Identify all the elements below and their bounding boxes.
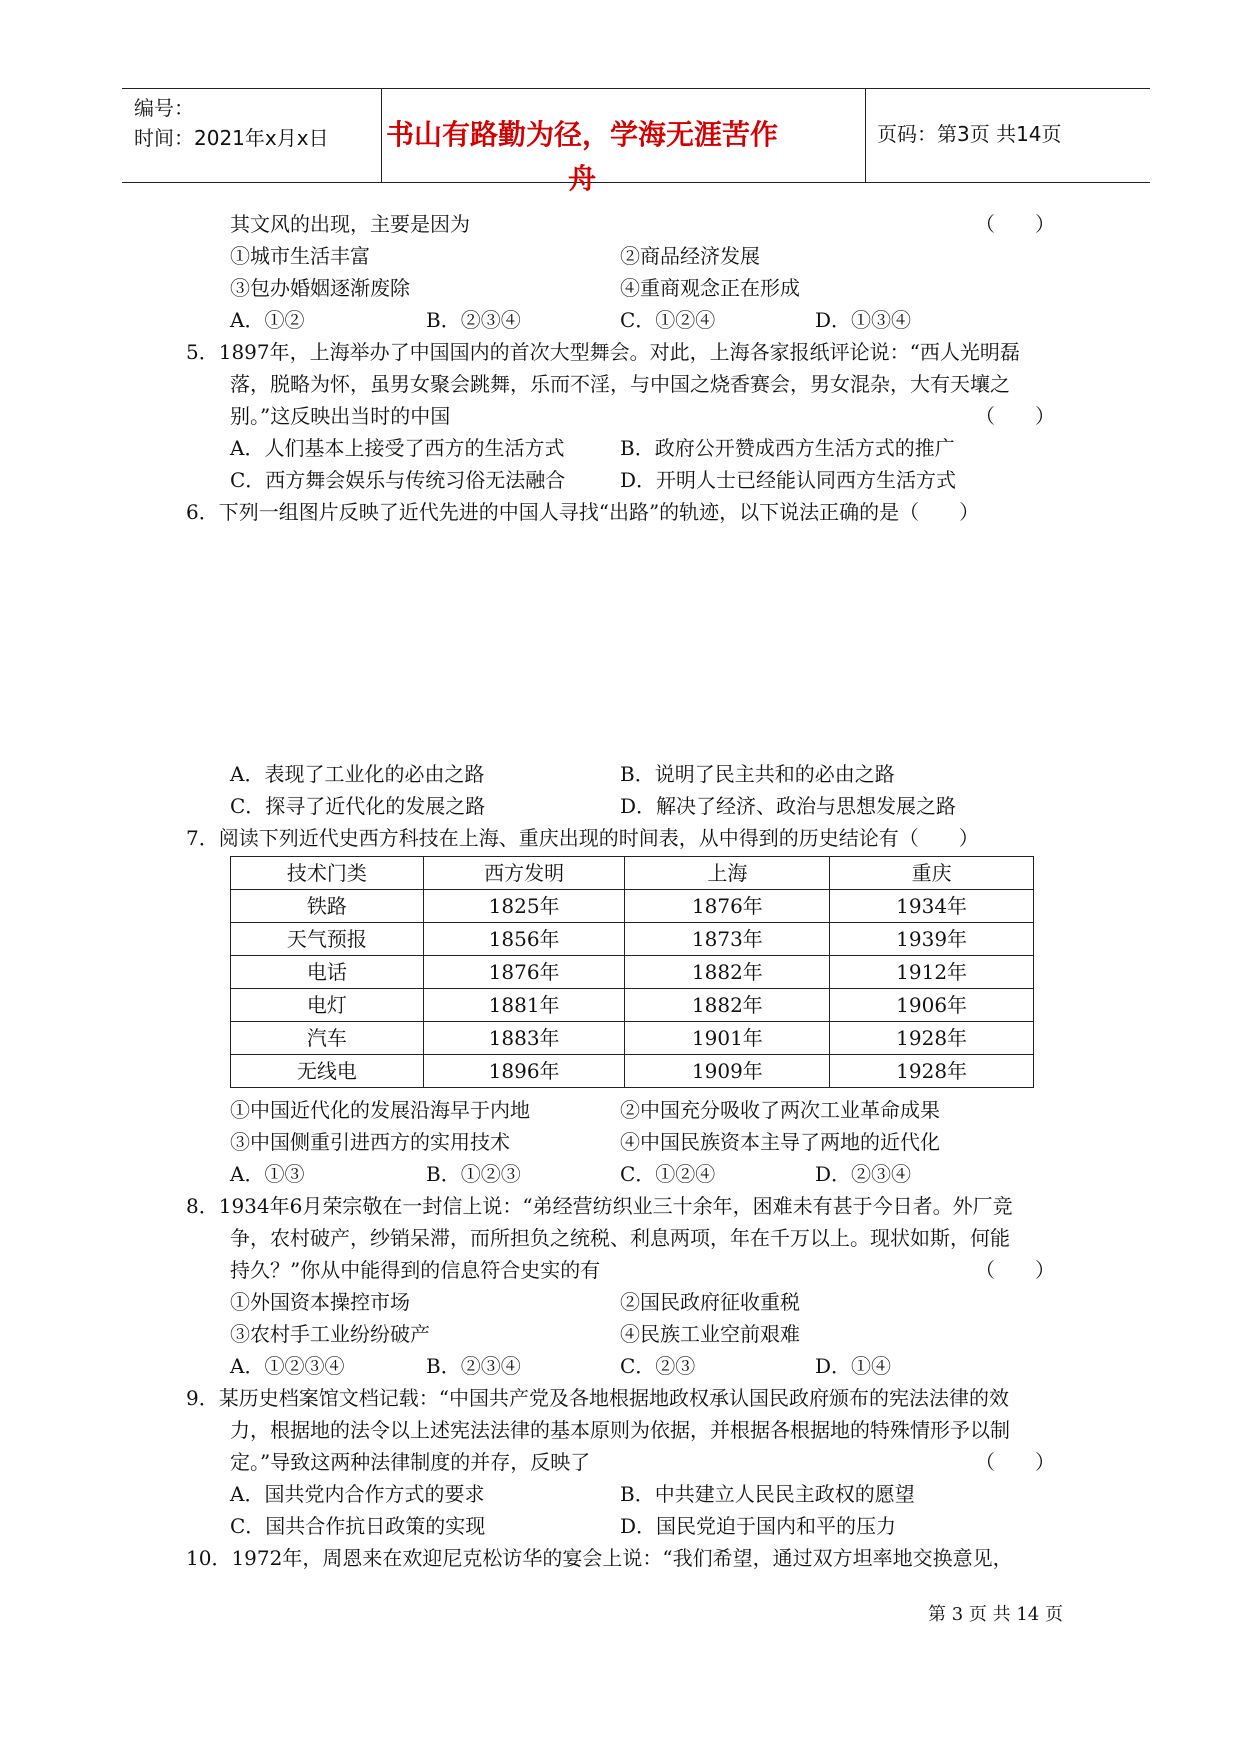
table-cell: 1901年 [625, 1022, 830, 1055]
header-meta [134, 93, 329, 153]
table-cell: 1882年 [625, 956, 830, 989]
q7-item: ②中国充分吸收了两次工业革命成果 [620, 1098, 940, 1122]
page-footer: 第 3 页 共 14 页 [928, 1604, 1063, 1625]
q7-stem: 7．阅读下列近代史西方科技在上海、重庆出现的时间表，从中得到的历史结论有（ ） [186, 826, 979, 850]
q8-stem-line: 8．1934年6月荣宗敬在一封信上说：“弟经营纺织业三十余年，困难未有甚于今日者。外厂竞 [186, 1194, 1013, 1218]
q4-option-c: C．①②④ [620, 308, 716, 332]
table-cell: 电话 [231, 956, 424, 989]
q8-answer-bracket: （ ） [975, 1258, 1055, 1282]
table-cell: 汽车 [231, 1022, 424, 1055]
table-cell: 1825年 [423, 890, 625, 923]
doc-time-label: 时间：2021年x月x日 [134, 126, 329, 150]
q9-option-c: C．国共合作抗日政策的实现 [230, 1514, 486, 1538]
table-cell: 1912年 [830, 956, 1034, 989]
q4-option-d: D．①③④ [815, 308, 912, 332]
table-cell: 铁路 [231, 890, 424, 923]
q8-stem-line: 持久？”你从中能得到的信息符合史实的有 [230, 1258, 601, 1282]
q4-item: ①城市生活丰富 [230, 244, 370, 268]
q8-item: ①外国资本操控市场 [230, 1290, 410, 1314]
table-cell: 1873年 [625, 923, 830, 956]
table-cell: 1876年 [423, 956, 625, 989]
q6-option-c: C．探寻了近代化的发展之路 [230, 794, 486, 818]
table-cell: 天气预报 [231, 923, 424, 956]
q8-item: ④民族工业空前艰难 [620, 1322, 800, 1346]
q8-item: ②国民政府征收重税 [620, 1290, 800, 1314]
table-header-cell: 技术门类 [231, 857, 424, 890]
q8-option-a: A．①②③④ [230, 1354, 345, 1378]
q9-stem-line: 力，根据地的法令以上述宪法法律的基本原则为依据，并根据各根据地的特殊情形予以制 [230, 1418, 1010, 1442]
q7-option-b: B．①②③ [426, 1162, 521, 1186]
q8-stem-line: 争，农村破产，纱销呆滞，而所担负之统税、利息两项，年在千万以上。现状如斯，何能 [230, 1226, 1010, 1250]
q8-option-b: B．②③④ [426, 1354, 521, 1378]
table-header-cell: 重庆 [830, 857, 1034, 890]
q4-option-b: B．②③④ [426, 308, 521, 332]
table-row [231, 956, 1034, 989]
table-row [231, 1055, 1034, 1088]
table-row [231, 890, 1034, 923]
header-motto: 书山有路勤为径，学海无涯苦作舟 [385, 118, 778, 195]
q4-item: ④重商观念正在形成 [620, 276, 800, 300]
table-cell: 1876年 [625, 890, 830, 923]
q9-stem-line: 9．某历史档案馆文档记载：“中国共产党及各地根据地政权承认国民政府颁布的宪法法律的效 [186, 1386, 1009, 1410]
table-cell: 1939年 [830, 923, 1034, 956]
table-cell: 电灯 [231, 989, 424, 1022]
q5-stem-line: 别。”这反映出当时的中国 [230, 404, 451, 428]
doc-number-label: 编号： [134, 96, 194, 120]
q5-option-a: A．人们基本上接受了西方的生活方式 [230, 436, 565, 460]
table-cell: 1906年 [830, 989, 1034, 1022]
page-header [122, 88, 1150, 195]
table-row [231, 1022, 1034, 1055]
q7-option-a: A．①③ [230, 1162, 305, 1186]
q5-option-b: B．政府公开赞成西方生活方式的推广 [620, 436, 955, 460]
q6-stem: 6．下列一组图片反映了近代先进的中国人寻找“出路”的轨迹，以下说法正确的是（ ） [186, 500, 980, 524]
q8-option-c: C．②③ [620, 1354, 696, 1378]
q4-item: ②商品经济发展 [620, 244, 760, 268]
table-cell: 1883年 [423, 1022, 625, 1055]
q9-answer-bracket: （ ） [975, 1450, 1055, 1474]
q8-item: ③农村手工业纷纷破产 [230, 1322, 430, 1346]
q6-option-b: B．说明了民主共和的必由之路 [620, 762, 895, 786]
table-cell: 1909年 [625, 1055, 830, 1088]
q10-stem-line: 10．1972年，周恩来在欢迎尼克松访华的宴会上说：“我们希望，通过双方坦率地交换意见， [186, 1546, 1013, 1570]
q4-option-a: A．①② [230, 308, 305, 332]
q6-option-d: D．解决了经济、政治与思想发展之路 [620, 794, 957, 818]
table-header-cell: 西方发明 [423, 857, 625, 890]
table-row [231, 989, 1034, 1022]
table-cell: 1881年 [423, 989, 625, 1022]
table-cell: 1856年 [423, 923, 625, 956]
table-cell: 1928年 [830, 1055, 1034, 1088]
q4-stem: 其文风的出现，主要是因为 [230, 212, 470, 236]
q8-option-d: D．①④ [815, 1354, 892, 1378]
table-row [231, 923, 1034, 956]
table-cell: 1934年 [830, 890, 1034, 923]
q7-item: ③中国侧重引进西方的实用技术 [230, 1130, 510, 1154]
q4-answer-bracket: （ ） [975, 212, 1055, 236]
q7-item: ①中国近代化的发展沿海早于内地 [230, 1098, 530, 1122]
q4-item: ③包办婚姻逐渐废除 [230, 276, 410, 300]
header-page-code: 页码：第3页 共14页 [877, 122, 1062, 146]
q9-option-d: D．国民党迫于国内和平的压力 [620, 1514, 897, 1538]
table-header-cell: 上海 [625, 857, 830, 890]
q5-answer-bracket: （ ） [975, 404, 1055, 428]
q7-option-c: C．①②④ [620, 1162, 716, 1186]
q5-option-d: D．开明人士已经能认同西方生活方式 [620, 468, 957, 492]
q9-stem-line: 定。”导致这两种法律制度的并存，反映了 [230, 1450, 591, 1474]
q5-stem-line: 5．1897年，上海举办了中国国内的首次大型舞会。对此，上海各家报纸评论说：“西人光明磊 [186, 340, 1020, 364]
q5-stem-line: 落，脱略为怀，虽男女聚会跳舞，乐而不淫，与中国之烧香赛会，男女混杂，大有天壤之 [230, 372, 1010, 396]
header-divider [865, 89, 866, 182]
q9-option-a: A．国共党内合作方式的要求 [230, 1482, 485, 1506]
table-header-row [231, 857, 1034, 890]
table-cell: 无线电 [231, 1055, 424, 1088]
q7-option-d: D．②③④ [815, 1162, 912, 1186]
q9-option-b: B．中共建立人民民主政权的愿望 [620, 1482, 915, 1506]
q7-item: ④中国民族资本主导了两地的近代化 [620, 1130, 940, 1154]
q7-timeline-table [230, 856, 1034, 1088]
q6-option-a: A．表现了工业化的必由之路 [230, 762, 485, 786]
table-cell: 1896年 [423, 1055, 625, 1088]
table-cell: 1882年 [625, 989, 830, 1022]
table-cell: 1928年 [830, 1022, 1034, 1055]
q5-option-c: C．西方舞会娱乐与传统习俗无法融合 [230, 468, 566, 492]
